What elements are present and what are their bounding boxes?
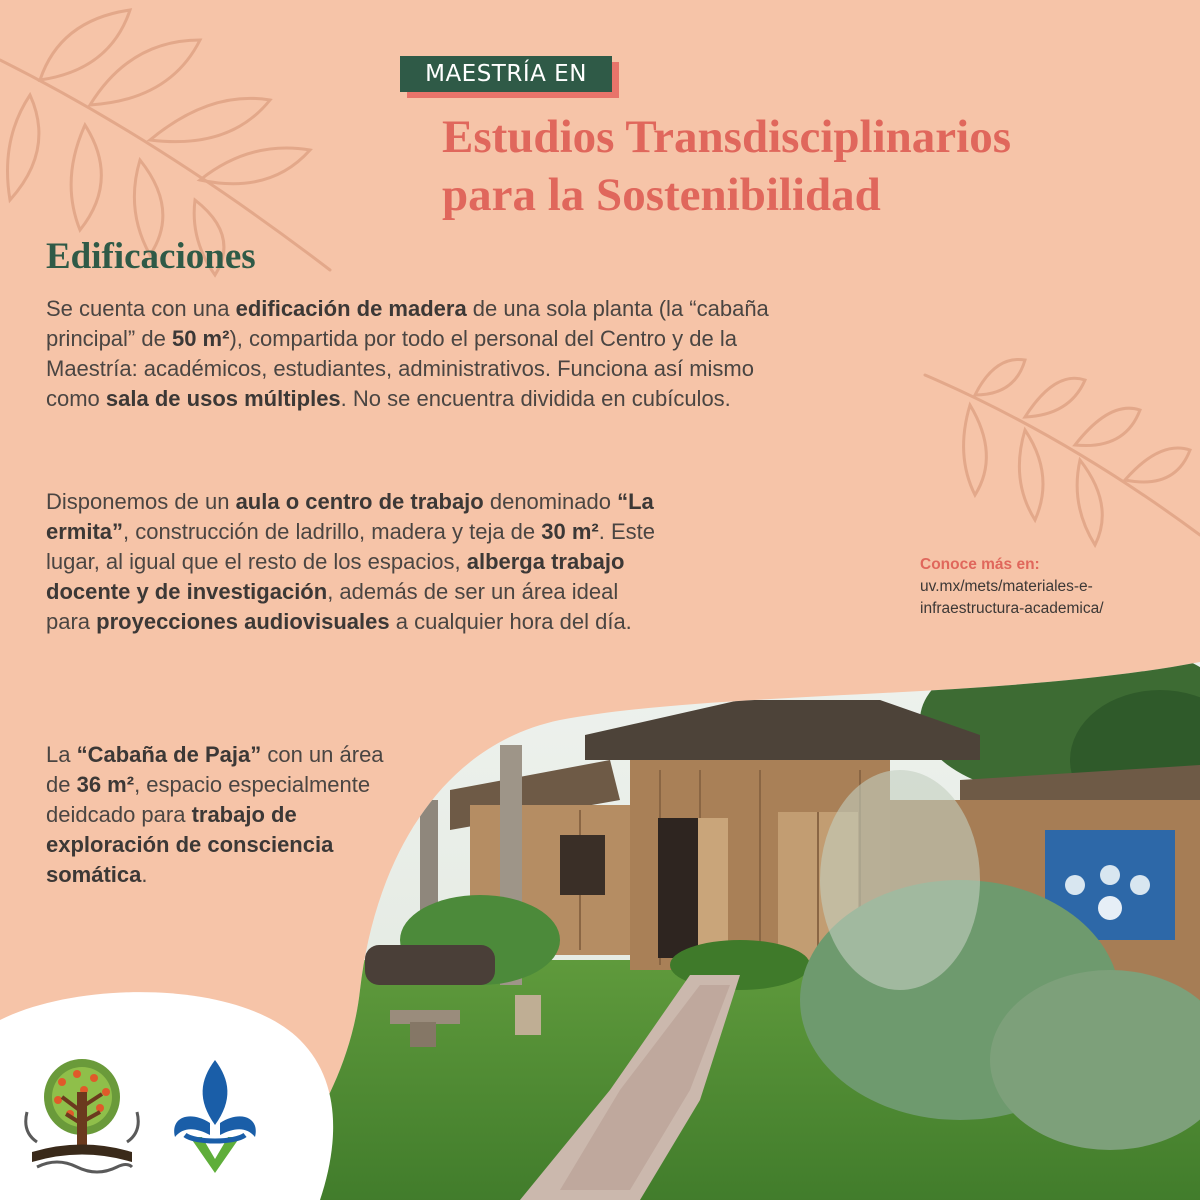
bold-run: aula o centro de trabajo: [235, 489, 484, 514]
text-run: . Este lugar, al igual que el resto de los espacios,: [46, 519, 655, 574]
text-run: ), compartida por todo el personal del Centro y de la Maestría: académicos, estudiantes, administrativos. Funciona así mismo como: [46, 326, 754, 411]
tree-logo-icon: [22, 1052, 142, 1177]
bold-run: proyecciones audiovisuales: [96, 609, 390, 634]
bold-run: 30 m²: [541, 519, 599, 544]
text-run: La: [46, 742, 77, 767]
text-run: con un área de: [46, 742, 384, 797]
program-title-line-1: Estudios Transdisciplinarios: [442, 111, 1011, 163]
bold-run: 50 m²: [171, 326, 230, 351]
bold-run: sala de usos múltiples: [105, 386, 341, 411]
text-run: Se cuenta con una: [46, 296, 236, 321]
bold-run: 36 m²: [76, 772, 135, 797]
text-run: Disponemos de un: [46, 489, 236, 514]
text-run: , además de ser un área ideal para: [46, 579, 619, 634]
text-run: a cualquier hora del día.: [389, 609, 632, 634]
more-info-label: Conoce más en:: [920, 556, 1040, 573]
text-run: denominado: [483, 489, 618, 514]
program-badge-label: MAESTRÍA EN: [425, 61, 587, 87]
text-run: . No se encuentra dividida en cubículos.: [340, 386, 731, 411]
text-run: de una sola planta (la “cabaña principal” de: [46, 296, 769, 351]
bold-run: trabajo de exploración de consciencia somática: [46, 802, 334, 887]
text-run: , espacio especialmente deidcado para: [46, 772, 371, 827]
section-heading: Edificaciones: [46, 236, 256, 277]
bold-run: alberga trabajo docente y de investigación: [46, 549, 625, 604]
more-info-link[interactable]: uv.mx/mets/materiales-e-infraestructura-academica/: [920, 578, 1104, 617]
program-title-line-2: para la Sostenibilidad: [442, 169, 881, 221]
bold-run: “La ermita”: [46, 489, 654, 544]
bold-run: “Cabaña de Paja”: [76, 742, 262, 767]
text-run: , construcción de ladrillo, madera y teja de: [123, 519, 542, 544]
text-run: .: [141, 862, 148, 887]
bold-run: edificación de madera: [235, 296, 467, 321]
fleur-de-lis-icon: [165, 1055, 265, 1175]
